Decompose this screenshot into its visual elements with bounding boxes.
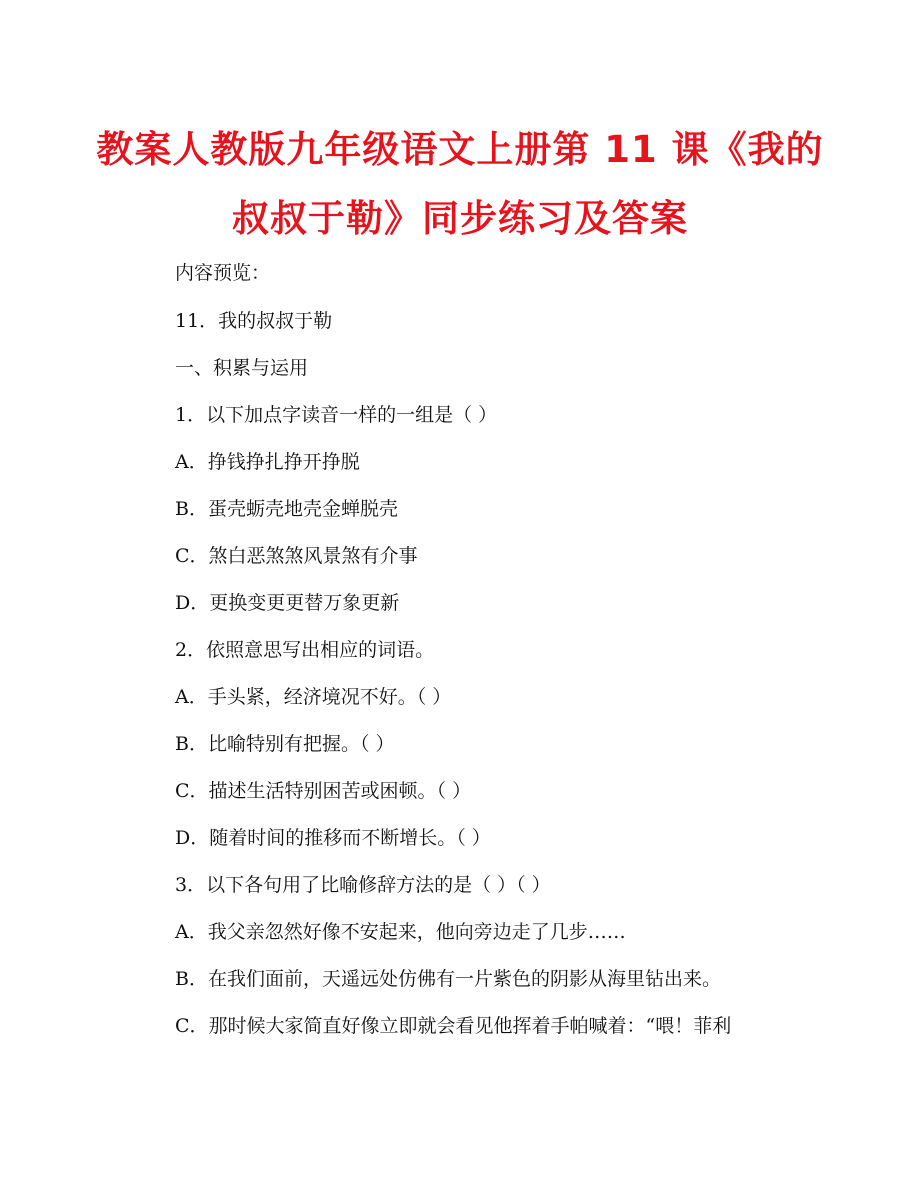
question-1-option-b: B．蛋壳蛎壳地壳金蝉脱壳 (175, 498, 398, 520)
document-title-line-2: 叔叔于勒》同步练习及答案 (232, 197, 688, 240)
question-3-option-b: B．在我们面前，天遥远处仿佛有一片紫色的阴影从海里钻出来。 (175, 968, 721, 990)
preview-label: 内容预览： (175, 262, 271, 284)
question-1: 1．以下加点字读音一样的一组是（ ） (175, 404, 498, 426)
question-1-option-d: D．更换变更更替万象更新 (175, 592, 400, 614)
question-1-option-c: C．煞白恶煞煞风景煞有介事 (175, 545, 418, 567)
question-2-option-c: C．描述生活特别困苦或困顿。（ ） (175, 780, 472, 802)
question-2-option-d: D．随着时间的推移而不断增长。（ ） (175, 827, 491, 849)
lesson-heading: 11．我的叔叔于勒 (175, 310, 333, 332)
question-2-option-a: A．手头紧，经济境况不好。（ ） (175, 686, 452, 708)
document-title-line-1: 教案人教版九年级语文上册第 11 课《我的 (96, 128, 824, 171)
question-3-option-c: C．那时候大家简直好像立即就会看见他挥着手帕喊着：“喂！菲利 (175, 1015, 732, 1037)
question-2-option-b: B．比喻特别有把握。（ ） (175, 733, 395, 755)
question-3: 3．以下各句用了比喻修辞方法的是（ ）（ ） (175, 874, 551, 896)
question-1-option-a: A．挣钱挣扎挣开挣脱 (175, 451, 360, 473)
section-heading: 一、积累与运用 (175, 357, 309, 379)
question-2: 2．依照意思写出相应的词语。 (175, 639, 435, 661)
question-3-option-a: A．我父亲忽然好像不安起来，他向旁边走了几步…… (175, 921, 626, 943)
